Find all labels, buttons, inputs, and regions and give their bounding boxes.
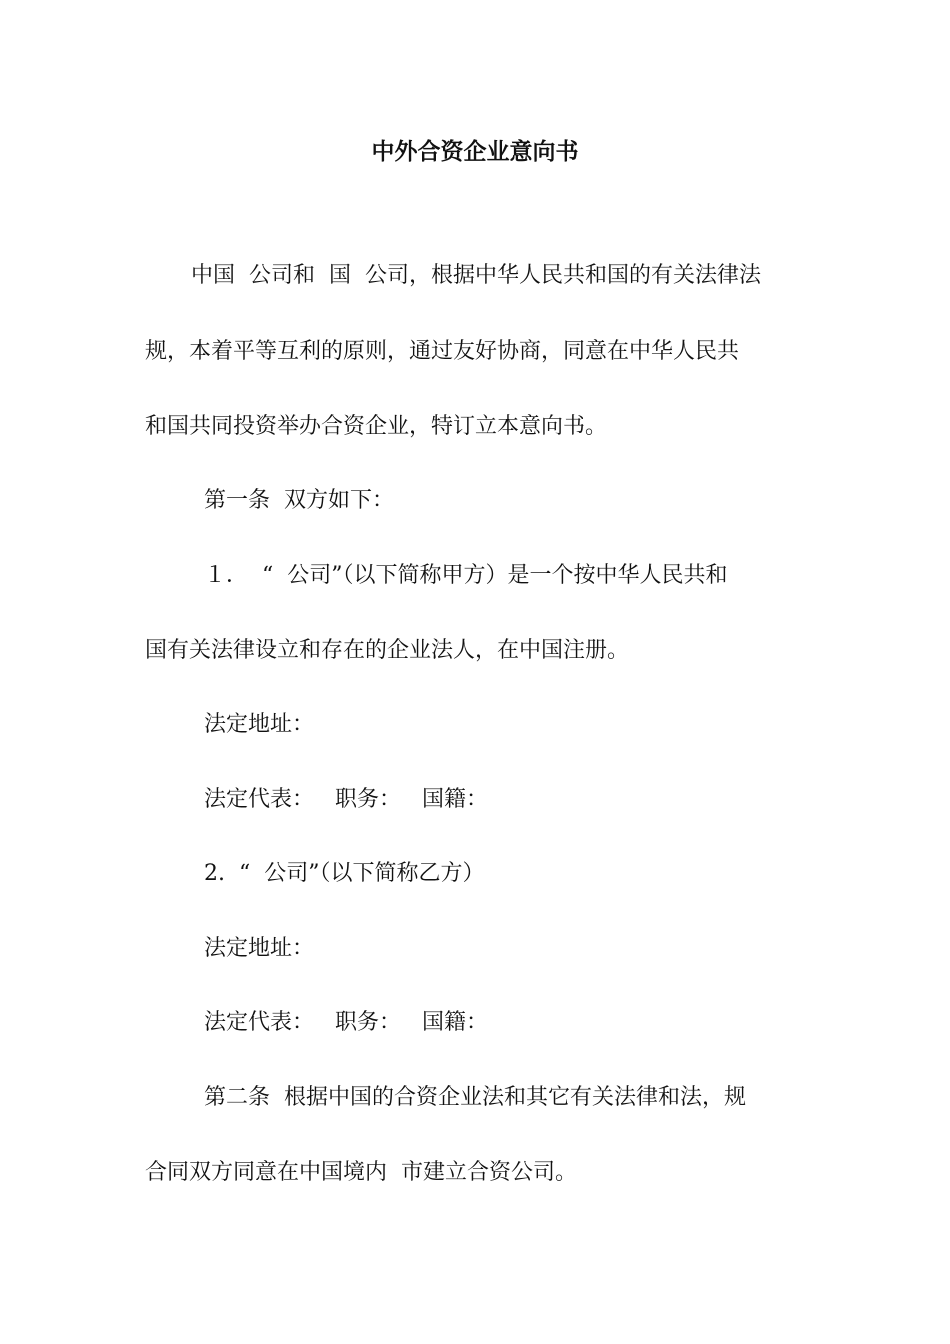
party-a-address: 法定地址：	[204, 712, 315, 737]
article-1-heading: 第一条 双方如下：	[204, 488, 394, 513]
article-2-line-2: 合同双方同意在中国境内 市建立合资公司。	[145, 1160, 577, 1185]
party-a-representative: 法定代表： 职务： 国籍：	[204, 787, 488, 812]
paragraph-line-2: 规，本着平等互利的原则，通过友好协商，同意在中华人民共	[145, 339, 740, 364]
party-a-line-1: １． “ 公司”（以下简称甲方）是一个按中华人民共和	[204, 563, 728, 588]
party-a-line-2: 国有关法律设立和存在的企业法人，在中国注册。	[145, 638, 630, 663]
article-2-line-1: 第二条 根据中国的合资企业法和其它有关法律和法，规	[204, 1085, 746, 1110]
paragraph-line-3: 和国共同投资举办合资企业，特订立本意向书。	[145, 414, 608, 439]
paragraph-line-1: 中国 公司和 国 公司，根据中华人民共和国的有关法律法	[191, 263, 761, 288]
party-b-line-1: 2. “ 公司”（以下简称乙方）	[204, 861, 485, 886]
party-b-representative: 法定代表： 职务： 国籍：	[204, 1010, 488, 1035]
party-b-address: 法定地址：	[204, 936, 315, 961]
document-title: 中外合资企业意向书	[371, 138, 579, 165]
